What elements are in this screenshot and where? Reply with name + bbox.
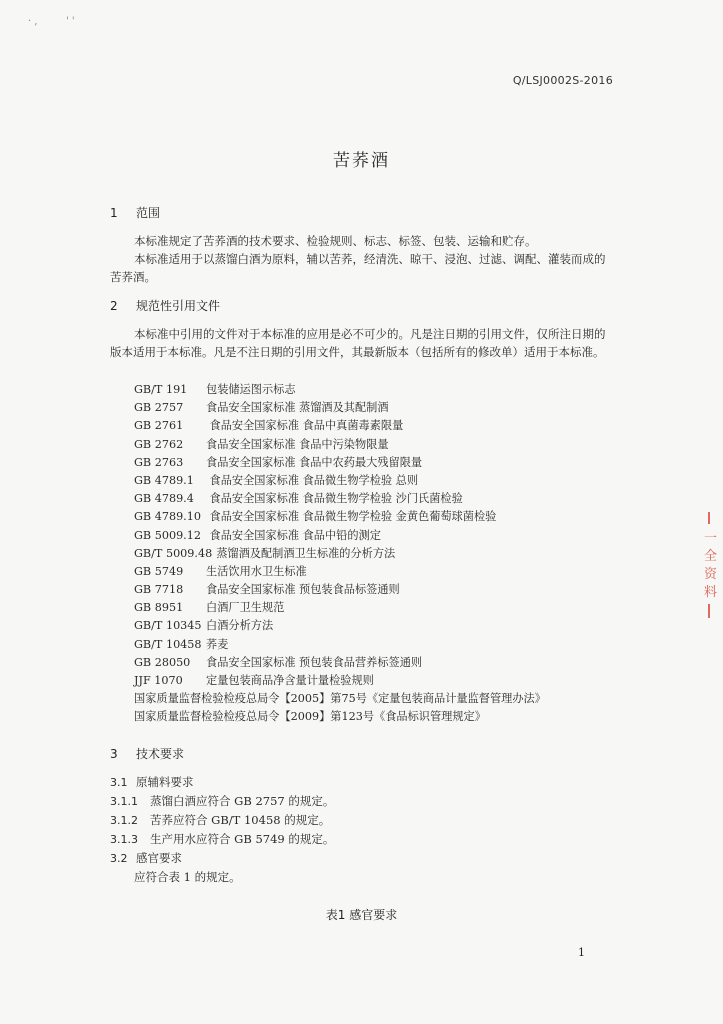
list-item (134, 636, 546, 654)
scan-speck: · , (28, 16, 38, 27)
ref-name: 蒸馏酒及配制酒卫生标准的分析方法 (216, 546, 396, 560)
standard-code: Q/LSJ0002S-2016 (512, 74, 613, 87)
list-item (134, 454, 546, 472)
paragraph: 本标准适用于以蒸馏白酒为原料，辅以苦荞，经清洗、晾干、浸泡、过滤、调配、灌装而成的苦荞酒。 (110, 252, 606, 284)
list-item (134, 617, 546, 635)
clause-text: 蒸馏白酒应符合 GB 2757 的规定。 (150, 794, 335, 808)
ref-name: 荞麦 (206, 637, 229, 651)
stamp-mark (708, 604, 710, 618)
ref-code: GB 2763 (134, 455, 184, 469)
ref-name: 食品安全国家标准 食品中真菌毒素限量 (206, 419, 404, 433)
ref-code: GB/T 10345 (134, 619, 202, 633)
ref-code: GB 4789.10 (134, 510, 201, 524)
paragraph: 本标准规定了苦荞酒的技术要求、检验规则、标志、标签、包装、运输和贮存。 (134, 234, 537, 248)
ref-code: GB 8951 (134, 601, 184, 615)
ref-name: 国家质量监督检验检疫总局令【2009】第123号《食品标识管理规定》 (134, 710, 486, 724)
ref-code: GB 28050 (134, 655, 191, 669)
section-1-heading (110, 204, 160, 221)
ref-name: 食品安全国家标准 食品微生物学检验 沙门氏菌检验 (206, 492, 463, 506)
subsection-3-2-heading (110, 850, 182, 866)
section-2-heading (110, 297, 220, 314)
ref-code: GB 4789.1 (134, 473, 194, 487)
ref-code: JJF 1070 (134, 674, 183, 687)
clause-text: 应符合表 1 的规定。 (134, 870, 241, 884)
list-item (134, 545, 546, 563)
stamp-mark (708, 512, 710, 524)
page-number: 1 (578, 946, 585, 959)
reference-list (134, 381, 546, 727)
ref-name: 食品安全国家标准 食品中污染物限量 (206, 437, 389, 451)
ref-code: GB/T 5009.48 (134, 546, 213, 560)
subsection-title: 原辅料要求 (136, 775, 194, 789)
ref-code: GB/T 10458 (134, 637, 202, 651)
scan-speck: ' ' (66, 16, 75, 27)
list-item (134, 563, 546, 581)
section-3-heading (110, 745, 184, 762)
ref-code: GB 2762 (134, 437, 184, 451)
section-title: 范围 (136, 206, 161, 220)
list-item (134, 472, 546, 490)
subsection-number: 3.2 (110, 852, 128, 865)
clause-number: 3.1.3 (110, 833, 138, 846)
ref-name: 白酒厂卫生规范 (206, 601, 285, 615)
clause-item (110, 831, 334, 847)
subsection-title: 感官要求 (136, 851, 182, 865)
list-item (134, 708, 546, 726)
clause-number: 3.1.2 (110, 814, 138, 827)
ref-code: GB 4789.4 (134, 492, 194, 506)
section-number: 2 (110, 299, 118, 313)
section-title: 规范性引用文件 (136, 299, 221, 313)
section-number: 3 (110, 747, 118, 761)
ref-name: 食品安全国家标准 食品中铅的测定 (206, 528, 381, 542)
clause-item (110, 812, 330, 828)
section-title: 技术要求 (136, 747, 185, 761)
ref-name: 食品安全国家标准 食品微生物学检验 总则 (206, 473, 419, 487)
list-item (134, 672, 546, 690)
ref-name: 白酒分析方法 (206, 619, 274, 633)
ref-name: 食品安全国家标准 预包装食品营养标签通则 (206, 655, 423, 669)
ref-code: GB 5009.12 (134, 528, 201, 542)
clause-text: 苦荞应符合 GB/T 10458 的规定。 (150, 813, 331, 827)
table-caption: 表1 感官要求 (325, 908, 398, 922)
list-item (134, 381, 546, 399)
subsection-3-1-heading (110, 774, 194, 790)
clause-text: 生产用水应符合 GB 5749 的规定。 (150, 832, 335, 846)
list-item (134, 436, 546, 454)
clause-item (110, 793, 334, 809)
ref-name: 食品安全国家标准 预包装食品标签通则 (206, 583, 400, 597)
ref-name: 包装储运图示标志 (206, 383, 296, 396)
ref-name: 定量包装商品净含量计量检验规则 (206, 674, 374, 687)
subsection-number: 3.1 (110, 776, 128, 789)
list-item (134, 581, 546, 599)
ref-code: GB 5749 (134, 564, 184, 578)
ref-name: 食品安全国家标准 食品中农药最大残留限量 (206, 455, 423, 469)
section-number: 1 (110, 206, 118, 220)
ref-name: 食品安全国家标准 蒸馏酒及其配制酒 (206, 401, 389, 415)
list-item (134, 417, 546, 435)
list-item (134, 690, 546, 708)
ref-code: GB 2757 (134, 401, 184, 415)
list-item (134, 599, 546, 617)
seam-stamp: 一全资料 (704, 531, 718, 600)
ref-name: 食品安全国家标准 食品微生物学检验 金黄色葡萄球菌检验 (206, 510, 497, 524)
ref-name: 国家质量监督检验检疫总局令【2005】第75号《定量包装商品计量监督管理办法》 (134, 692, 546, 706)
ref-code: GB 7718 (134, 583, 184, 597)
paragraph: 本标准中引用的文件对于本标准的应用是必不可少的。凡是注日期的引用文件，仅所注日期的版本适用于本标准。凡是不注日期的引用文件，其最新版本（包括所有的修改单）适用于本标准。 (110, 327, 606, 359)
list-item (134, 508, 546, 526)
list-item (134, 654, 546, 672)
document-title: 苦荞酒 (333, 151, 390, 171)
clause-number: 3.1.1 (110, 795, 138, 808)
ref-code: GB 2761 (134, 419, 184, 433)
ref-code: GB/T 191 (134, 383, 188, 396)
list-item (134, 399, 546, 417)
list-item (134, 527, 546, 545)
list-item (134, 490, 546, 508)
ref-name: 生活饮用水卫生标准 (206, 564, 307, 578)
